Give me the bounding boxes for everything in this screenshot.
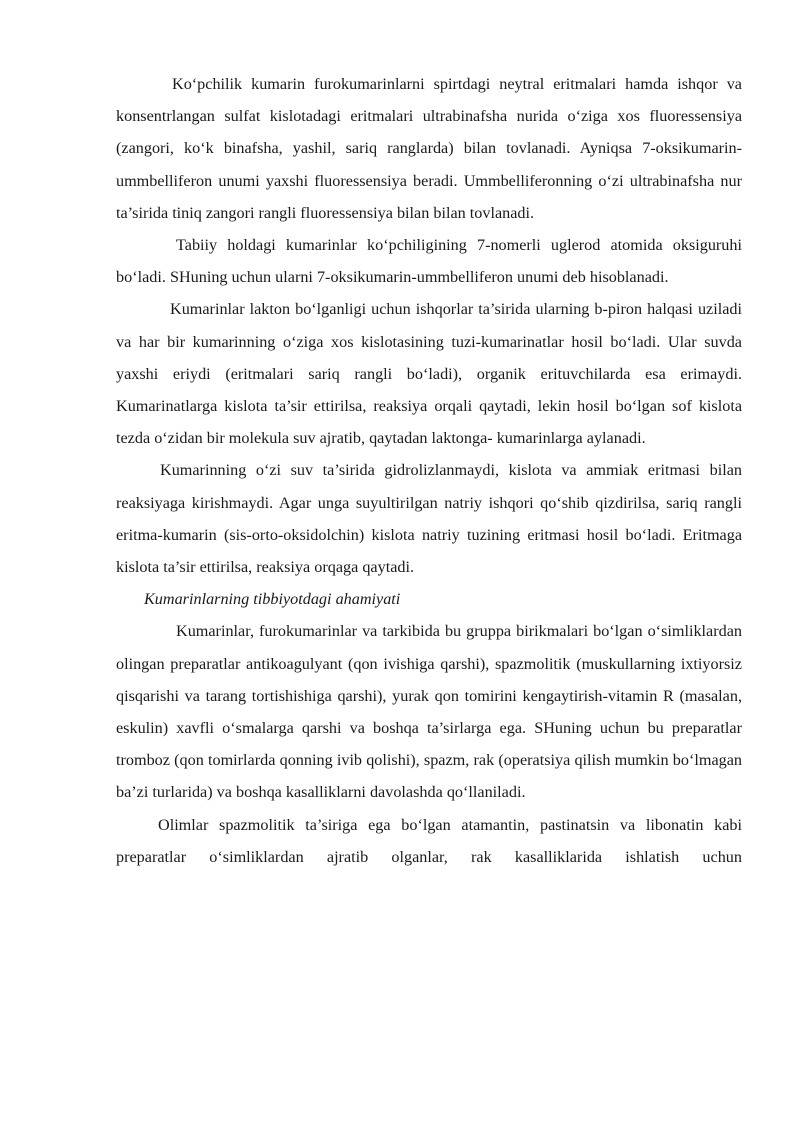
section-heading: Kumarinlarning tibbiyotdagi ahamiyati — [144, 590, 401, 609]
paragraph-medical-use: Kumarinlar, furokumarinlar va tarkibida bu gruppa birikmalari bo‘lgan o‘simliklardan olingan preparatlar antikoagulyant (qon ivishiga qarshi), spazmolitik (muskullarning ixtiyorsiz qisqarishi va tarang tortishishiga qarshi), yurak qon tomirini kengaytirish-vitamin R (masalan, eskulin) xavfli o‘smalarga qarshi va boshqa ta’sirlarga ega. SHuning uchun bu preparatlar tromboz (qon tomirlarda qonning ivib qolishi), spazm, rak (operatsiya qilish mumkin bo‘lmagan ba’zi turlarida) va boshqa kasalliklarni davolashda qo‘llaniladi. — [116, 622, 742, 802]
paragraph-lactone-properties: Kumarinlar lakton bo‘lganligi uchun ishqorlar ta’sirida ularning b-piron halqasi uziladi va har bir kumarinning o‘ziga xos kislotasining tuzi-kumarinatlar hosil bo‘ladi. Ular suvda yaxshi eriydi (eritmalari sariq rangli bo‘ladi), organik erituvchilarda esa erimaydi. Kumarinatlarga kislota ta’sir ettirilsa, reaksiya orqali qaytadi, lekin hosil bo‘lgan sof kislota tezda o‘zidan bir molekula suv ajratib, qaytadan laktonga- kumarinlarga aylanadi. — [116, 300, 742, 448]
paragraph-hydrolysis: Kumarinning o‘zi suv ta’sirida gidrolizlanmaydi, kislota va ammiak eritmasi bilan reaksiyaga kirishmaydi. Agar unga suyultirilgan natriy ishqori qo‘shib qizdirilsa, sariq rangli eritma-kumarin (sis-orto-oksidolchin) kislota natriy tuzining eritmasi hosil bo‘ladi. Eritmaga kislota ta’sir ettirilsa, reaksiya orqaga qaytadi. — [116, 461, 742, 577]
document-page — [116, 68, 742, 873]
paragraph-spasmolytic: Olimlar spazmolitik ta’siriga ega bo‘lgan atamantin, pastinatsin va libonatin kabi preparatlar o‘simliklardan ajratib olganlar, rak kasalliklarida ishlatish uchun — [116, 815, 742, 866]
paragraph-fluorescence: Ko‘pchilik kumarin furokumarinlarni spirtdagi neytral eritmalari hamda ishqor va konsentrlangan sulfat kislotadagi eritmalari ultrabinafsha nurida o‘ziga xos fluoressensiya (zangori, ko‘k binafsha, yashil, sariq ranglarda) bilan tovlanadi. Ayniqsa 7-oksikumarin- ummbelliferon unumi yaxshi fluoressensiya beradi. Ummbelliferonning o‘zi ultrabinafsha nur ta’sirida tiniq zangori rangli fluoressensiya bilan bilan tovlanadi. — [116, 75, 742, 222]
paragraph-natural-coumarins: Tabiiy holdagi kumarinlar ko‘pchiligining 7-nomerli uglerod atomida oksiguruhi bo‘ladi. SHuning uchun ularni 7-oksikumarin-ummbelliferon unumi deb hisoblanadi. — [116, 236, 742, 287]
